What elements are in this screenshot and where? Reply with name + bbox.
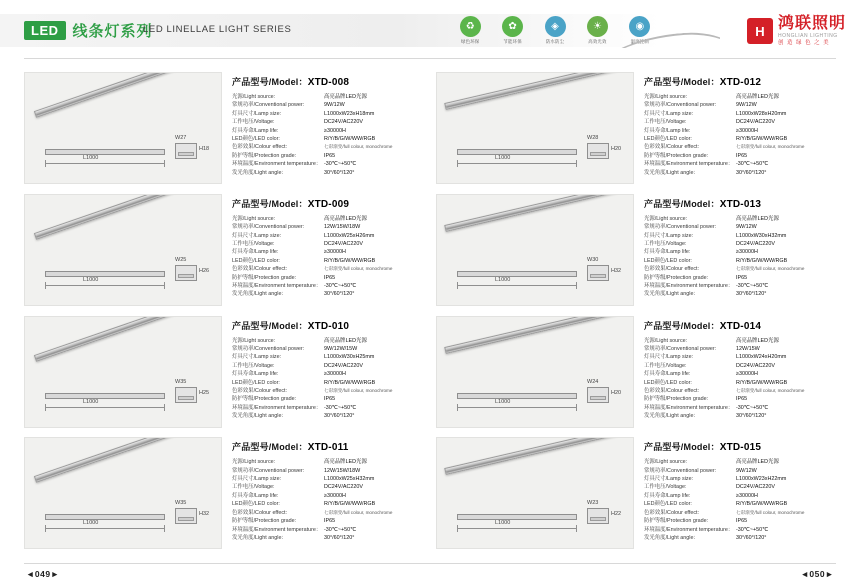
spec-row: 常规功率/Conventional power: 9W/12W xyxy=(644,224,757,231)
drawing-width-label: W25 xyxy=(175,256,187,263)
spec-row: 色彩效果/Colour effect: 七彩渐变/full colour, monochrome xyxy=(644,509,805,516)
dimension-drawing xyxy=(445,255,627,299)
brand-mark-icon: H xyxy=(747,18,773,44)
spec-row: 常规功率/Conventional power: 9W/12W/15W xyxy=(232,345,358,352)
product-spec xyxy=(222,72,424,185)
spec-row: 工作电压/Voltage: DC24V/AC220V xyxy=(644,240,775,247)
model-label: 产品型号/Model： xyxy=(232,198,308,209)
dimension-drawing xyxy=(33,377,215,421)
drawing-length-label: L1000 xyxy=(495,520,511,527)
model-label: 产品型号/Model： xyxy=(644,320,720,331)
brand-slogan: 创 造 绿 色 之 美 xyxy=(777,39,830,46)
spec-row: 防护等级/Protection grade: IP65 xyxy=(232,396,336,403)
spec-row: 发光角度/Light angle： 30°/60°/120° xyxy=(644,534,767,541)
product-model xyxy=(644,197,836,210)
drawing-width-label: W35 xyxy=(175,378,187,385)
dimension-drawing xyxy=(33,255,215,299)
spec-row: 灯具寿命/Lamp life: ≥30000H xyxy=(232,127,346,134)
model-value: XTD-011 xyxy=(307,442,349,454)
product-spec xyxy=(634,72,836,185)
led-badge: LED xyxy=(24,21,66,40)
brand-name-en: HONGLIAN LIGHTING xyxy=(777,32,838,39)
product-model xyxy=(644,319,836,332)
product-model xyxy=(644,440,836,453)
spec-row: 防护等级/Protection grade: IP65 xyxy=(232,152,336,159)
spec-row: 色彩效果/Colour effect: 七彩渐变/full colour, monochrome xyxy=(232,266,393,273)
product-spec xyxy=(222,194,424,307)
temperature-caption: 温度控制 xyxy=(630,39,650,44)
product-card xyxy=(436,316,836,429)
spec-row: 常规功率/Conventional power: 12W/15W xyxy=(644,345,760,352)
drawing-dimension-line xyxy=(457,163,577,164)
drawing-profile xyxy=(457,149,577,155)
spec-row: 灯具寿命/Lamp life: ≥30000H xyxy=(644,127,758,134)
spec-rows xyxy=(644,215,836,299)
product-photo xyxy=(436,72,634,184)
dimension-drawing xyxy=(33,133,215,177)
spec-row: 色彩效果/Colour effect: 七彩渐变/full colour, monochrome xyxy=(232,387,393,394)
drawing-length-label: L1000 xyxy=(83,398,99,405)
drawing-height-label: H26 xyxy=(199,267,210,274)
spec-row: 光源/Light source: 高亮品牌LED光源 xyxy=(644,337,779,344)
eco-icon: ♻ xyxy=(460,16,481,37)
spec-row: 光源/Light source: 高亮品牌LED光源 xyxy=(644,94,779,100)
dimension-drawing xyxy=(33,498,215,542)
spec-row: LED颜色/LED color: R/Y/B/G/W/WW/RGB xyxy=(644,136,788,143)
product-spec xyxy=(634,194,836,307)
spec-row: 光源/Light source: 高亮品牌LED光源 xyxy=(232,94,367,100)
spec-row: 环境温度/Environment temperature： -30℃~+50℃ xyxy=(644,161,769,168)
spec-row: LED颜色/LED color: R/Y/B/G/W/WW/RGB xyxy=(232,257,376,264)
drawing-profile xyxy=(457,271,577,277)
spec-row: 工作电压/Voltage: DC24V/AC220V xyxy=(232,484,363,491)
drawing-length-label: L1000 xyxy=(83,155,99,161)
model-value: XTD-014 xyxy=(719,320,762,332)
model-value: XTD-013 xyxy=(719,198,762,210)
spec-rows xyxy=(644,337,836,421)
spec-row: 环境温度/Environment temperature： -30℃~+50℃ xyxy=(644,404,769,411)
model-value: XTD-009 xyxy=(307,198,350,210)
product-photo xyxy=(24,316,222,428)
model-label: 产品型号/Model： xyxy=(644,77,720,87)
product-photo xyxy=(24,72,222,184)
drawing-section xyxy=(175,265,197,281)
product-grid xyxy=(24,72,836,550)
spec-row: 发光角度/Light angle： 30°/60°/120° xyxy=(644,413,767,420)
brightness-icon: ☀ xyxy=(587,16,608,37)
spec-row: 灯具尺寸/Lamp size: L1000xW23xH22mm xyxy=(644,476,787,483)
spec-row: 灯具尺寸/Lamp size: L1000xW24xH20mm xyxy=(644,354,787,361)
drawing-profile xyxy=(45,271,165,277)
product-photo xyxy=(24,194,222,306)
drawing-profile xyxy=(45,514,165,520)
product-model xyxy=(232,440,424,453)
drawing-dimension-line xyxy=(45,528,165,529)
drawing-length-label: L1000 xyxy=(495,155,511,161)
product-photo xyxy=(24,437,222,549)
energy-saving-icon: ✿ xyxy=(502,16,523,37)
spec-row: 光源/Light source: 高亮品牌LED光源 xyxy=(232,337,367,344)
drawing-section xyxy=(175,143,197,159)
product-card xyxy=(24,316,424,429)
spec-rows xyxy=(232,215,424,299)
drawing-height-label: H18 xyxy=(199,146,210,152)
spec-row: 色彩效果/Colour effect: 七彩渐变/full colour, monochrome xyxy=(232,144,393,151)
drawing-length-label: L1000 xyxy=(495,276,511,283)
drawing-height-label: H25 xyxy=(199,389,210,396)
spec-row: 常规功率/Conventional power: 9W/12W xyxy=(644,467,757,474)
brand-logo xyxy=(696,14,846,48)
drawing-dimension-line xyxy=(45,163,165,164)
fixture-image xyxy=(444,316,617,354)
spec-row: 防护等级/Protection grade: IP65 xyxy=(644,274,748,281)
product-card xyxy=(436,437,836,550)
drawing-width-label: W23 xyxy=(587,500,599,507)
drawing-dimension-line xyxy=(457,285,577,286)
model-value: XTD-015 xyxy=(719,442,762,454)
model-label: 产品型号/Model： xyxy=(644,198,720,209)
eco-caption: 绿色环保 xyxy=(461,39,480,44)
product-model xyxy=(232,197,424,210)
spec-row: 防护等级/Protection grade: IP65 xyxy=(644,396,748,403)
spec-row: 色彩效果/Colour effect: 七彩渐变/full colour, monochrome xyxy=(232,509,393,516)
spec-row: 灯具尺寸/Lamp size: L1000xW30xH32mm xyxy=(644,232,787,239)
drawing-section xyxy=(175,387,197,403)
spec-row: LED颜色/LED color: R/Y/B/G/W/WW/RGB xyxy=(232,379,376,386)
spec-row: 发光角度/Light angle： 30°/60°/120° xyxy=(232,534,355,541)
page-footer xyxy=(0,557,860,587)
product-photo xyxy=(436,316,634,428)
spec-row: LED颜色/LED color: R/Y/B/G/W/WW/RGB xyxy=(232,136,376,143)
page-header xyxy=(0,0,860,60)
product-card xyxy=(24,437,424,550)
spec-row: 防护等级/Protection grade: IP65 xyxy=(644,152,748,159)
drawing-section xyxy=(587,143,609,159)
spec-row: 灯具尺寸/Lamp size: L1000xW25xH26mm xyxy=(232,232,375,239)
fixture-image xyxy=(444,194,617,232)
waterproof-caption: 防水防尘 xyxy=(545,39,565,44)
header-divider xyxy=(24,58,836,59)
drawing-section xyxy=(587,265,609,281)
drawing-profile xyxy=(45,393,165,399)
spec-row: 发光角度/Light angle： 30°/60°/120° xyxy=(232,413,355,420)
drawing-height-label: H22 xyxy=(611,511,622,518)
fixture-image xyxy=(34,194,203,240)
waterproof-icon: ◈ xyxy=(545,16,566,37)
spec-row: 防护等级/Protection grade: IP65 xyxy=(644,518,748,525)
spec-row: 发光角度/Light angle： 30°/60°/120° xyxy=(232,169,355,176)
model-value: XTD-012 xyxy=(719,77,762,88)
spec-rows xyxy=(644,458,836,542)
model-value: XTD-008 xyxy=(307,77,350,88)
spec-row: 环境温度/Environment temperature： -30℃~+50℃ xyxy=(232,404,357,411)
drawing-dimension-line xyxy=(457,407,577,408)
model-label: 产品型号/Model： xyxy=(232,442,308,453)
spec-row: 灯具寿命/Lamp life: ≥30000H xyxy=(232,249,346,256)
drawing-width-label: W30 xyxy=(587,256,599,263)
product-card xyxy=(24,72,424,185)
spec-row: 常规功率/Conventional power: 12W/15W/18W xyxy=(232,224,361,231)
series-title-en: LED LINELLAE LIGHT SERIES xyxy=(143,24,292,35)
spec-row: 环境温度/Environment temperature： -30℃~+50℃ xyxy=(232,161,357,168)
drawing-section xyxy=(175,508,197,524)
product-photo xyxy=(436,194,634,306)
spec-row: 灯具寿命/Lamp life: ≥30000H xyxy=(644,492,758,499)
footer-divider xyxy=(24,563,836,564)
series-logo xyxy=(24,18,153,42)
spec-row: 常规功率/Conventional power: 9W/12W xyxy=(644,102,757,109)
product-card xyxy=(436,72,836,185)
product-model xyxy=(232,75,424,88)
product-model xyxy=(644,75,836,88)
temperature-icon: ◉ xyxy=(629,16,650,37)
spec-row: 常规功率/Conventional power: 12W/15W/18W xyxy=(232,467,361,474)
spec-row: 工作电压/Voltage: DC24V/AC220V xyxy=(644,119,775,126)
brand-name-cn: 鸿联照明 xyxy=(777,14,846,32)
spec-row: 环境温度/Environment temperature： -30℃~+50℃ xyxy=(644,526,769,533)
dimension-drawing xyxy=(445,498,627,542)
product-spec xyxy=(222,316,424,429)
drawing-dimension-line xyxy=(45,285,165,286)
spec-row: 工作电压/Voltage: DC24V/AC220V xyxy=(644,484,775,491)
spec-row: 工作电压/Voltage: DC24V/AC220V xyxy=(232,119,363,126)
spec-row: 环境温度/Environment temperature： -30℃~+50℃ xyxy=(232,526,357,533)
drawing-width-label: W27 xyxy=(175,135,187,141)
spec-row: 灯具寿命/Lamp life: ≥30000H xyxy=(644,249,758,256)
spec-rows xyxy=(644,93,836,177)
page-number-right: ◄050► xyxy=(800,569,834,579)
dimension-drawing xyxy=(445,377,627,421)
spec-row: 环境温度/Environment temperature： -30℃~+50℃ xyxy=(232,283,357,289)
spec-row: 常规功率/Conventional power: 9W/12W xyxy=(232,102,345,109)
feature-energy xyxy=(497,16,527,52)
fixture-image xyxy=(34,437,203,483)
spec-row: 灯具寿命/Lamp life: ≥30000H xyxy=(644,371,758,378)
drawing-dimension-line xyxy=(457,528,577,529)
spec-row: 防护等级/Protection grade: IP65 xyxy=(232,274,336,281)
drawing-height-label: H32 xyxy=(611,267,622,274)
drawing-length-label: L1000 xyxy=(83,520,99,527)
spec-row: LED颜色/LED color: R/Y/B/G/W/WW/RGB xyxy=(644,501,788,508)
page-number-left: ◄049► xyxy=(26,569,60,579)
drawing-profile xyxy=(457,514,577,520)
model-label: 产品型号/Model： xyxy=(232,77,308,87)
drawing-section xyxy=(587,508,609,524)
spec-row: 发光角度/Light angle： 30°/60°/120° xyxy=(644,291,767,298)
spec-row: 色彩效果/Colour effect: 七彩渐变/full colour, monochrome xyxy=(644,144,805,151)
product-model xyxy=(232,319,424,332)
spec-row: 光源/Light source: 高亮品牌LED光源 xyxy=(232,215,367,222)
drawing-height-label: H20 xyxy=(611,146,622,152)
drawing-height-label: H20 xyxy=(611,389,622,396)
fixture-image xyxy=(34,316,203,362)
spec-row: 灯具尺寸/Lamp size: L1000xW30xH25mm xyxy=(232,354,375,361)
brightness-caption: 高效光效 xyxy=(588,39,607,44)
spec-row: 光源/Light source: 高亮品牌LED光源 xyxy=(232,459,367,466)
spec-row: 灯具寿命/Lamp life: ≥30000H xyxy=(232,492,346,499)
product-spec xyxy=(634,316,836,429)
spec-row: 色彩效果/Colour effect: 七彩渐变/full colour, monochrome xyxy=(644,266,805,273)
model-label: 产品型号/Model： xyxy=(644,442,720,453)
energy-caption: 节能环保 xyxy=(503,39,522,44)
spec-row: 环境温度/Environment temperature： -30℃~+50℃ xyxy=(644,283,769,289)
product-card xyxy=(436,194,836,307)
spec-row: 色彩效果/Colour effect: 七彩渐变/full colour, monochrome xyxy=(644,387,805,394)
drawing-length-label: L1000 xyxy=(83,276,99,283)
spec-row: 灯具尺寸/Lamp size: L1000xW25xH32mm xyxy=(232,476,375,483)
drawing-dimension-line xyxy=(45,407,165,408)
product-spec xyxy=(634,437,836,550)
fixture-image xyxy=(444,72,617,110)
drawing-profile xyxy=(457,393,577,399)
drawing-profile xyxy=(45,149,165,155)
drawing-width-label: W24 xyxy=(587,378,599,385)
dimension-drawing xyxy=(445,133,627,177)
spec-row: 工作电压/Voltage: DC24V/AC220V xyxy=(644,362,775,369)
spec-row: LED颜色/LED color: R/Y/B/G/W/WW/RGB xyxy=(644,379,788,386)
spec-row: 灯具寿命/Lamp life: ≥30000H xyxy=(232,371,346,378)
model-value: XTD-010 xyxy=(307,320,350,332)
spec-row: 光源/Light source: 高亮品牌LED光源 xyxy=(644,459,779,466)
spec-row: 光源/Light source: 高亮品牌LED光源 xyxy=(644,215,779,222)
spec-row: 防护等级/Protection grade: IP65 xyxy=(232,518,336,525)
spec-row: 工作电压/Voltage: DC24V/AC220V xyxy=(232,240,363,247)
fixture-image xyxy=(34,72,203,118)
product-card xyxy=(24,194,424,307)
drawing-section xyxy=(587,387,609,403)
spec-row: 发光角度/Light angle： 30°/60°/120° xyxy=(644,169,767,176)
spec-row: LED颜色/LED color: R/Y/B/G/W/WW/RGB xyxy=(232,501,376,508)
spec-rows xyxy=(232,337,424,421)
spec-rows xyxy=(232,458,424,542)
spec-row: LED颜色/LED color: R/Y/B/G/W/WW/RGB xyxy=(644,257,788,264)
feature-waterproof xyxy=(540,16,570,52)
drawing-width-label: W28 xyxy=(587,135,599,141)
spec-row: 工作电压/Voltage: DC24V/AC220V xyxy=(232,362,363,369)
drawing-width-label: W35 xyxy=(175,500,187,507)
drawing-height-label: H32 xyxy=(199,511,210,518)
drawing-length-label: L1000 xyxy=(495,398,511,405)
product-photo xyxy=(436,437,634,549)
model-label: 产品型号/Model： xyxy=(232,320,308,331)
spec-rows xyxy=(232,93,424,177)
series-title-cn: 线条灯系列 xyxy=(72,22,153,40)
spec-row: 发光角度/Light angle： 30°/60°/120° xyxy=(232,291,355,298)
fixture-image xyxy=(444,437,617,475)
spec-row: 灯具尺寸/Lamp size: L1000xW28xH20mm xyxy=(644,110,787,117)
feature-eco xyxy=(455,16,485,52)
product-spec xyxy=(222,437,424,550)
spec-row: 灯具尺寸/Lamp size: L1000xW23xH18mm xyxy=(232,110,375,117)
